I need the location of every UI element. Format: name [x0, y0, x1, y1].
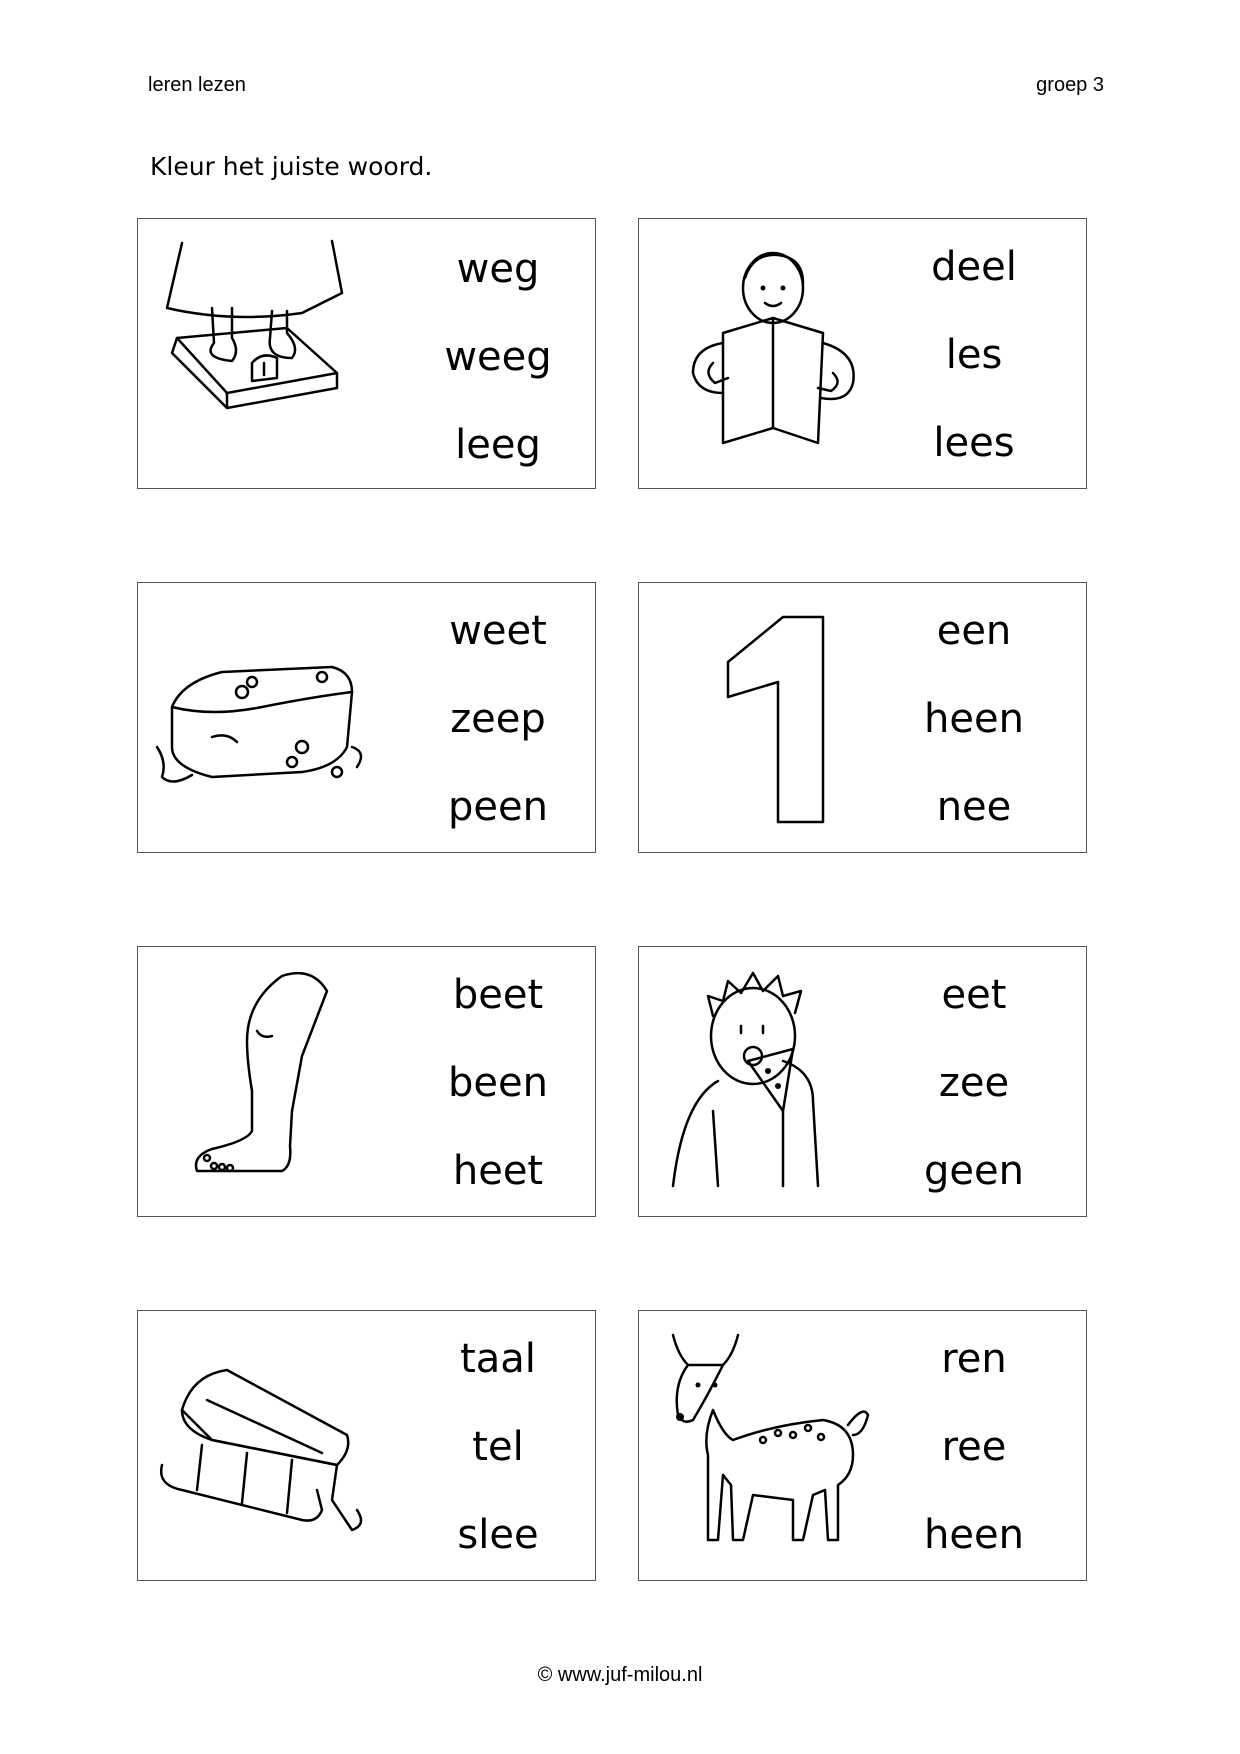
word-card	[638, 946, 1087, 1217]
scale-feet-icon	[152, 233, 392, 473]
word-card	[137, 946, 596, 1217]
word-option[interactable]: heen	[924, 1512, 1024, 1558]
word-option[interactable]: geen	[924, 1148, 1024, 1194]
word-option[interactable]: nee	[936, 784, 1012, 830]
word-option[interactable]: ree	[941, 1424, 1007, 1470]
word-option[interactable]: deel	[931, 244, 1017, 290]
word-option[interactable]: eet	[941, 972, 1007, 1018]
word-option[interactable]: een	[936, 608, 1012, 654]
word-card	[638, 1310, 1087, 1581]
leg-icon	[152, 961, 392, 1201]
word-option[interactable]: ren	[941, 1336, 1007, 1382]
number-one-icon	[653, 597, 893, 837]
word-option[interactable]: peen	[448, 784, 548, 830]
word-option[interactable]: zee	[938, 1060, 1010, 1106]
word-option[interactable]: weet	[449, 608, 547, 654]
word-card	[638, 582, 1087, 853]
word-option[interactable]: beet	[452, 972, 544, 1018]
header-left: leren lezen	[148, 74, 246, 96]
word-option[interactable]: weeg	[444, 334, 552, 380]
word-option[interactable]: slee	[457, 1512, 539, 1558]
word-option[interactable]: tel	[472, 1424, 524, 1470]
word-card	[638, 218, 1087, 489]
footer-copyright: © www.juf-milou.nl	[537, 1664, 703, 1686]
word-option[interactable]: been	[448, 1060, 548, 1106]
word-option[interactable]: zeep	[450, 696, 546, 742]
boy-eating-pizza-icon	[653, 961, 893, 1201]
header-right: groep 3	[1036, 74, 1104, 96]
sled-icon	[152, 1325, 392, 1565]
word-card	[137, 582, 596, 853]
word-option[interactable]: taal	[460, 1336, 536, 1382]
word-option[interactable]: lees	[933, 420, 1015, 466]
boy-reading-icon	[653, 233, 893, 473]
deer-icon	[653, 1325, 893, 1565]
instruction: Kleur het juiste woord.	[150, 152, 433, 181]
word-option[interactable]: leeg	[455, 422, 541, 468]
word-card	[137, 1310, 596, 1581]
word-option[interactable]: les	[945, 332, 1003, 378]
soap-icon	[152, 597, 392, 837]
word-option[interactable]: heen	[924, 696, 1024, 742]
word-option[interactable]: heet	[452, 1148, 544, 1194]
word-card	[137, 218, 596, 489]
word-option[interactable]: weg	[456, 246, 540, 292]
